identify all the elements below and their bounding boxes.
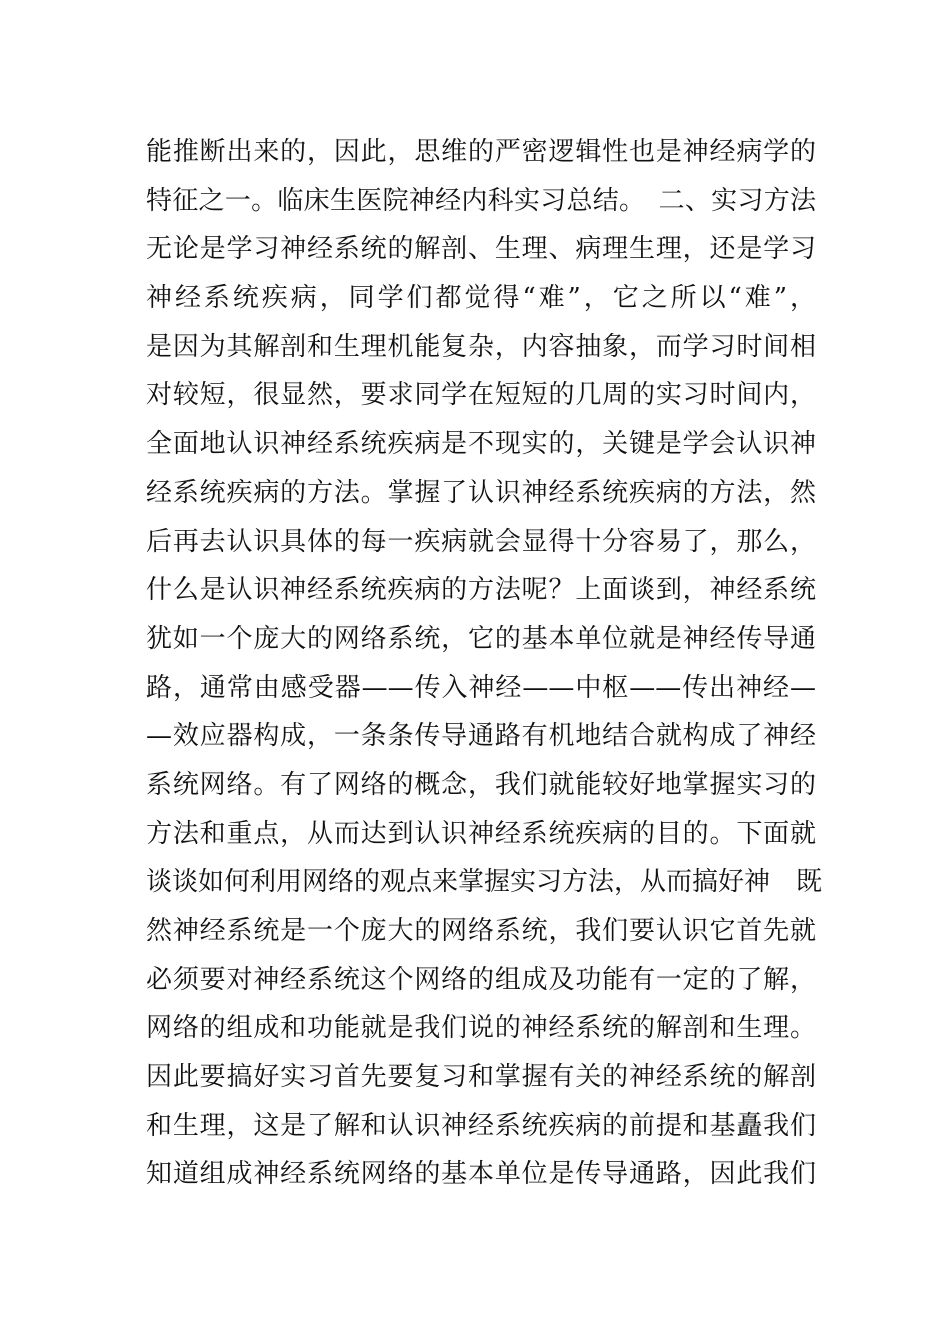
text-line-13: —效应器构成，一条条传导通路有机地结合就构成了神经 xyxy=(146,721,816,752)
text-line-18: 必须要对神经系统这个网络的组成及功能有一定的了解， xyxy=(146,964,816,995)
text-line-19: 网络的组成和功能就是我们说的神经系统的解剖和生理。 xyxy=(146,1013,816,1044)
text-line-9: 后再去认识具体的每一疾病就会显得十分容易了，那么， xyxy=(146,526,816,557)
text-line-14: 系统网络。有了网络的概念，我们就能较好地掌握实习的 xyxy=(146,769,816,800)
text-line-6: 对较短，很显然，要求同学在短短的几周的实习时间内， xyxy=(146,380,816,411)
text-line-21: 和生理，这是了解和认识神经系统疾病的前提和基矗我们 xyxy=(146,1110,816,1141)
text-line-11: 犹如一个庞大的网络系统，它的基本单位就是神经传导通 xyxy=(146,623,816,654)
text-line-22: 知道组成神经系统网络的基本单位是传导通路，因此我们 xyxy=(146,1159,816,1190)
text-line-1: 能推断出来的，因此，思维的严密逻辑性也是神经病学的 xyxy=(146,137,816,167)
text-line-17: 然神经系统是一个庞大的网络系统，我们要认识它首先就 xyxy=(146,916,816,946)
text-line-10: 什么是认识神经系统疾病的方法呢？上面谈到，神经系统 xyxy=(146,575,816,606)
text-line-2: 特征之一。临床生医院神经内科实习总结。 二、实习方法 xyxy=(146,185,816,216)
text-line-7: 全面地认识神经系统疾病是不现实的，关键是学会认识神 xyxy=(146,429,816,460)
text-line-20: 因此要搞好实习首先要复习和掌握有关的神经系统的解剖 xyxy=(146,1062,816,1093)
text-line-12: 路，通常由感受器——传入神经——中枢——传出神经— xyxy=(146,672,816,703)
body-text xyxy=(146,128,823,1199)
text-line-15: 方法和重点，从而达到认识神经系统疾病的目的。下面就 xyxy=(146,818,816,849)
text-line-5: 是因为其解剖和生理机能复杂，内容抽象，而学习时间相 xyxy=(146,331,816,362)
text-line-4: 神经系统疾病，同学们都觉得“难”，它之所以“难”， xyxy=(146,283,816,314)
text-line-16: 谈谈如何利用网络的观点来掌握实习方法，从而搞好神 既 xyxy=(146,867,823,898)
text-line-3: 无论是学习神经系统的解剖、生理、病理生理，还是学习 xyxy=(146,234,816,265)
text-line-8: 经系统疾病的方法。掌握了认识神经系统疾病的方法，然 xyxy=(146,477,816,508)
